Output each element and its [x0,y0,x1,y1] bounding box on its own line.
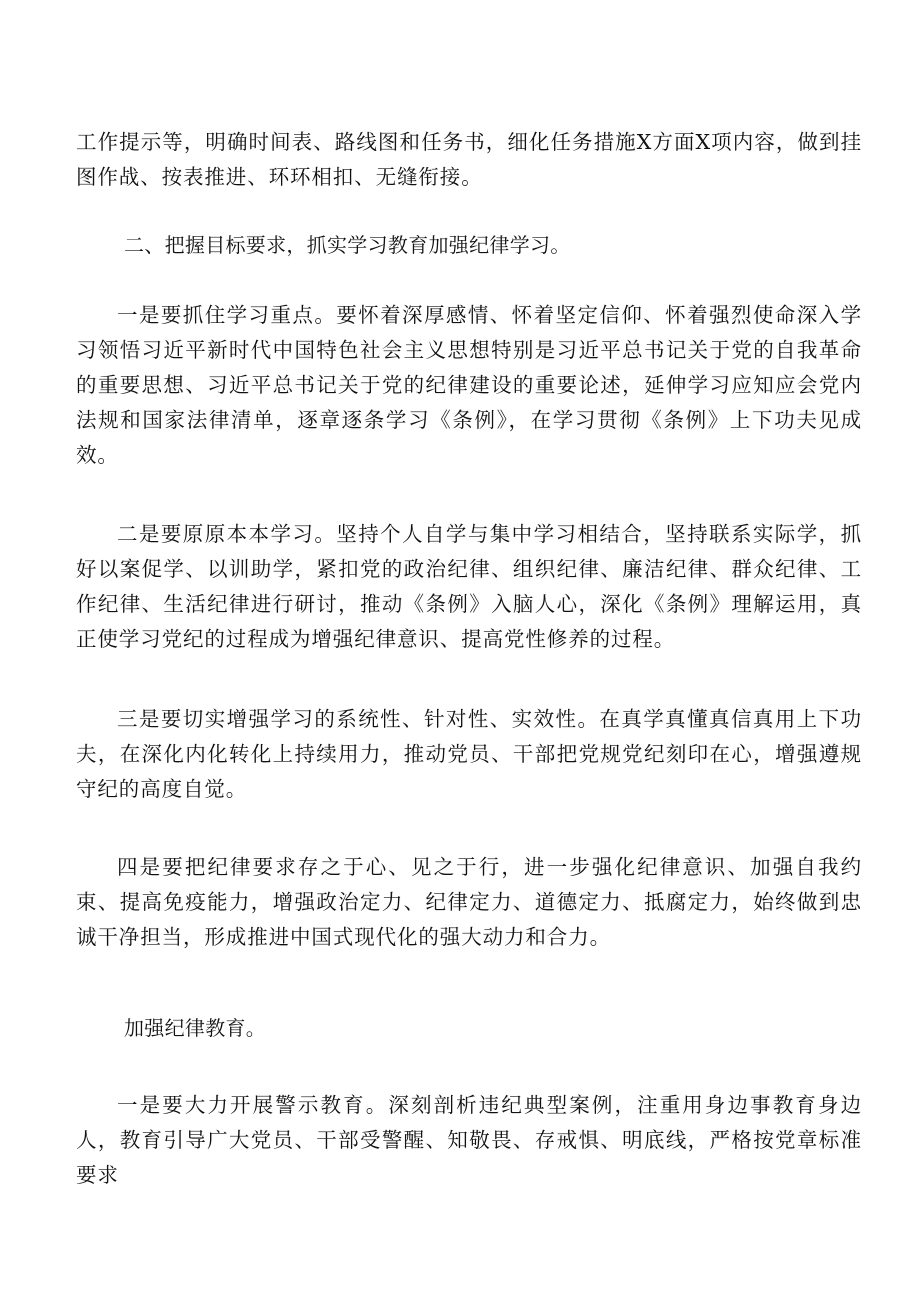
section-heading-education: 加强纪律教育。 [124,1016,267,1040]
paragraph-continuation: 工作提示等，明确时间表、路线图和任务书，细化任务措施X方面X项内容，做到挂图作战、按表推进、环环相扣、无缝衔接。 [76,130,862,189]
section-heading-learning: 二、把握目标要求，抓实学习教育加强纪律学习。 [124,233,571,257]
paragraph-systematic-study: 三是要切实增强学习的系统性、针对性、实效性。在真学真懂真信真用上下功夫，在深化内化转化上持续用力，推动党员、干部把党规党纪刻印在心，增强遵规守纪的高度自觉。 [76,707,862,801]
paragraph-learning-focus: 一是要抓住学习重点。要怀着深厚感情、怀着坚定信仰、怀着强烈使命深入学习领悟习近平新时代中国特色社会主义思想特别是习近平总书记关于党的自我革命的重要思想、习近平总书记关于党的纪律建设的重要论述，延伸学习应知应会党内法规和国家法律清单，逐章逐条学习《条例》，在学习贯彻《条例》上下功夫见成效。 [76,303,862,467]
paragraph-discipline-practice: 四是要把纪律要求存之于心、见之于行，进一步强化纪律意识、加强自我约束、提高免疫能力，增强政治定力、纪律定力、道德定力、抵腐定力，始终做到忠诚干净担当，形成推进中国式现代化的强大动力和合力。 [76,855,862,949]
paragraph-warning-education: 一是要大力开展警示教育。深刻剖析违纪典型案例，注重用身边事教育身边人，教育引导广大党员、干部受警醒、知敬畏、存戒惧、明底线，严格按党章标准要求 [76,1093,862,1187]
paragraph-original-study: 二是要原原本本学习。坚持个人自学与集中学习相结合，坚持联系实际学，抓好以案促学、以训助学，紧扣党的政治纪律、组织纪律、廉洁纪律、群众纪律、工作纪律、生活纪律进行研讨，推动《条例》入脑人心，深化《条例》理解运用，真正使学习党纪的过程成为增强纪律意识、提高党性修养的过程。 [76,522,862,651]
